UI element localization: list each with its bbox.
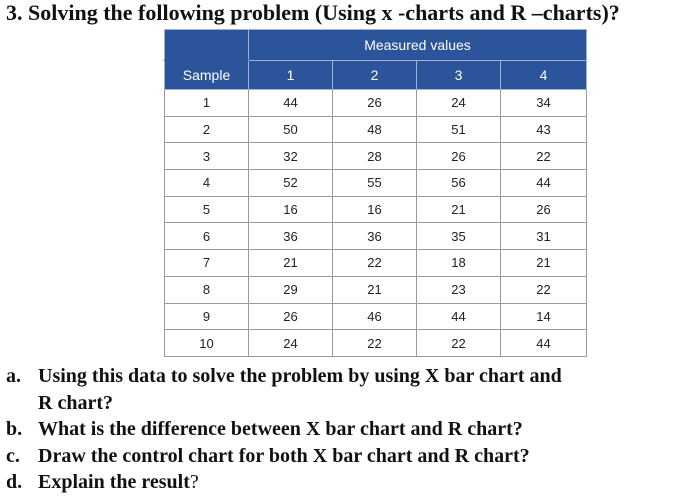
column-header-3: 3 [417,61,501,90]
table-row [165,116,587,143]
measurement-cell: 21 [501,250,587,277]
measurement-cell: 26 [501,196,587,223]
sample-number-cell: 10 [165,330,249,357]
measurement-cell: 46 [333,303,417,330]
measurement-cell: 24 [417,90,501,117]
question-c [6,443,562,470]
measurement-cell: 26 [333,90,417,117]
measurement-cell: 21 [249,250,333,277]
column-header-1: 1 [249,61,333,90]
sample-number-cell: 1 [165,90,249,117]
measurement-cell: 36 [333,223,417,250]
sample-number-cell: 2 [165,116,249,143]
question-text: Explain the result [38,471,190,493]
measurement-cell: 44 [417,303,501,330]
measurement-cell: 22 [501,276,587,303]
measurements-table [164,29,587,357]
question-text-continued: R chart? [38,391,113,414]
measurement-cell: 26 [417,143,501,170]
table-row [165,196,587,223]
column-header-4: 4 [501,61,587,90]
measurement-cell: 44 [501,170,587,197]
table-row [165,170,587,197]
measurement-cell: 52 [249,170,333,197]
sample-number-cell: 5 [165,196,249,223]
table-row [165,303,587,330]
measurement-cell: 22 [501,143,587,170]
table-row [165,330,587,357]
question-marker: d. [6,471,23,493]
measurement-cell: 26 [249,303,333,330]
measurement-cell: 35 [417,223,501,250]
measurement-cell: 43 [501,116,587,143]
table-body [165,90,587,357]
measurement-cell: 28 [333,143,417,170]
question-b [6,416,562,443]
header-blank-cell [165,30,249,61]
question-marker: a. [6,365,21,387]
measurement-cell: 21 [333,276,417,303]
measurement-cell: 22 [333,250,417,277]
question-mark: ? [189,471,199,493]
measurement-cell: 32 [249,143,333,170]
question-list [6,363,562,496]
measurement-cell: 16 [333,196,417,223]
measurement-cell: 44 [501,330,587,357]
question-text: Using this data to solve the problem by using X bar chart and [38,365,562,387]
measurement-cell: 18 [417,250,501,277]
table-row [165,90,587,117]
sample-number-cell: 3 [165,143,249,170]
measurement-cell: 51 [417,116,501,143]
measurement-cell: 22 [417,330,501,357]
sample-number-cell: 6 [165,223,249,250]
question-marker: c. [6,444,20,467]
measurement-cell: 44 [249,90,333,117]
measurement-cell: 21 [417,196,501,223]
question-marker: b. [6,418,23,440]
measurement-cell: 29 [249,276,333,303]
measurement-cell: 56 [417,170,501,197]
measurement-cell: 16 [249,196,333,223]
measurement-cell: 14 [501,303,587,330]
question-a [6,363,562,416]
question-text: What is the difference between X bar chart and R chart? [38,418,523,440]
measurement-cell: 22 [333,330,417,357]
column-header-2: 2 [333,61,417,90]
question-text: Draw the control chart for both X bar chart and R chart? [38,444,530,467]
sample-number-cell: 7 [165,250,249,277]
table-row [165,250,587,277]
question-d [6,469,562,496]
measurement-cell: 48 [333,116,417,143]
measurement-cell: 31 [501,223,587,250]
measured-values-header: Measured values [249,30,587,61]
measurement-cell: 24 [249,330,333,357]
table-row [165,143,587,170]
sample-number-cell: 9 [165,303,249,330]
column-header-sample: Sample [165,61,249,90]
sample-number-cell: 4 [165,170,249,197]
table-row [165,276,587,303]
measurement-cell: 34 [501,90,587,117]
measurement-cell: 55 [333,170,417,197]
table-row [165,223,587,250]
measurement-cell: 36 [249,223,333,250]
measurement-cell: 23 [417,276,501,303]
problem-title: 3. Solving the following problem (Using x -charts and R –charts)? [6,0,620,25]
measurement-cell: 50 [249,116,333,143]
sample-number-cell: 8 [165,276,249,303]
